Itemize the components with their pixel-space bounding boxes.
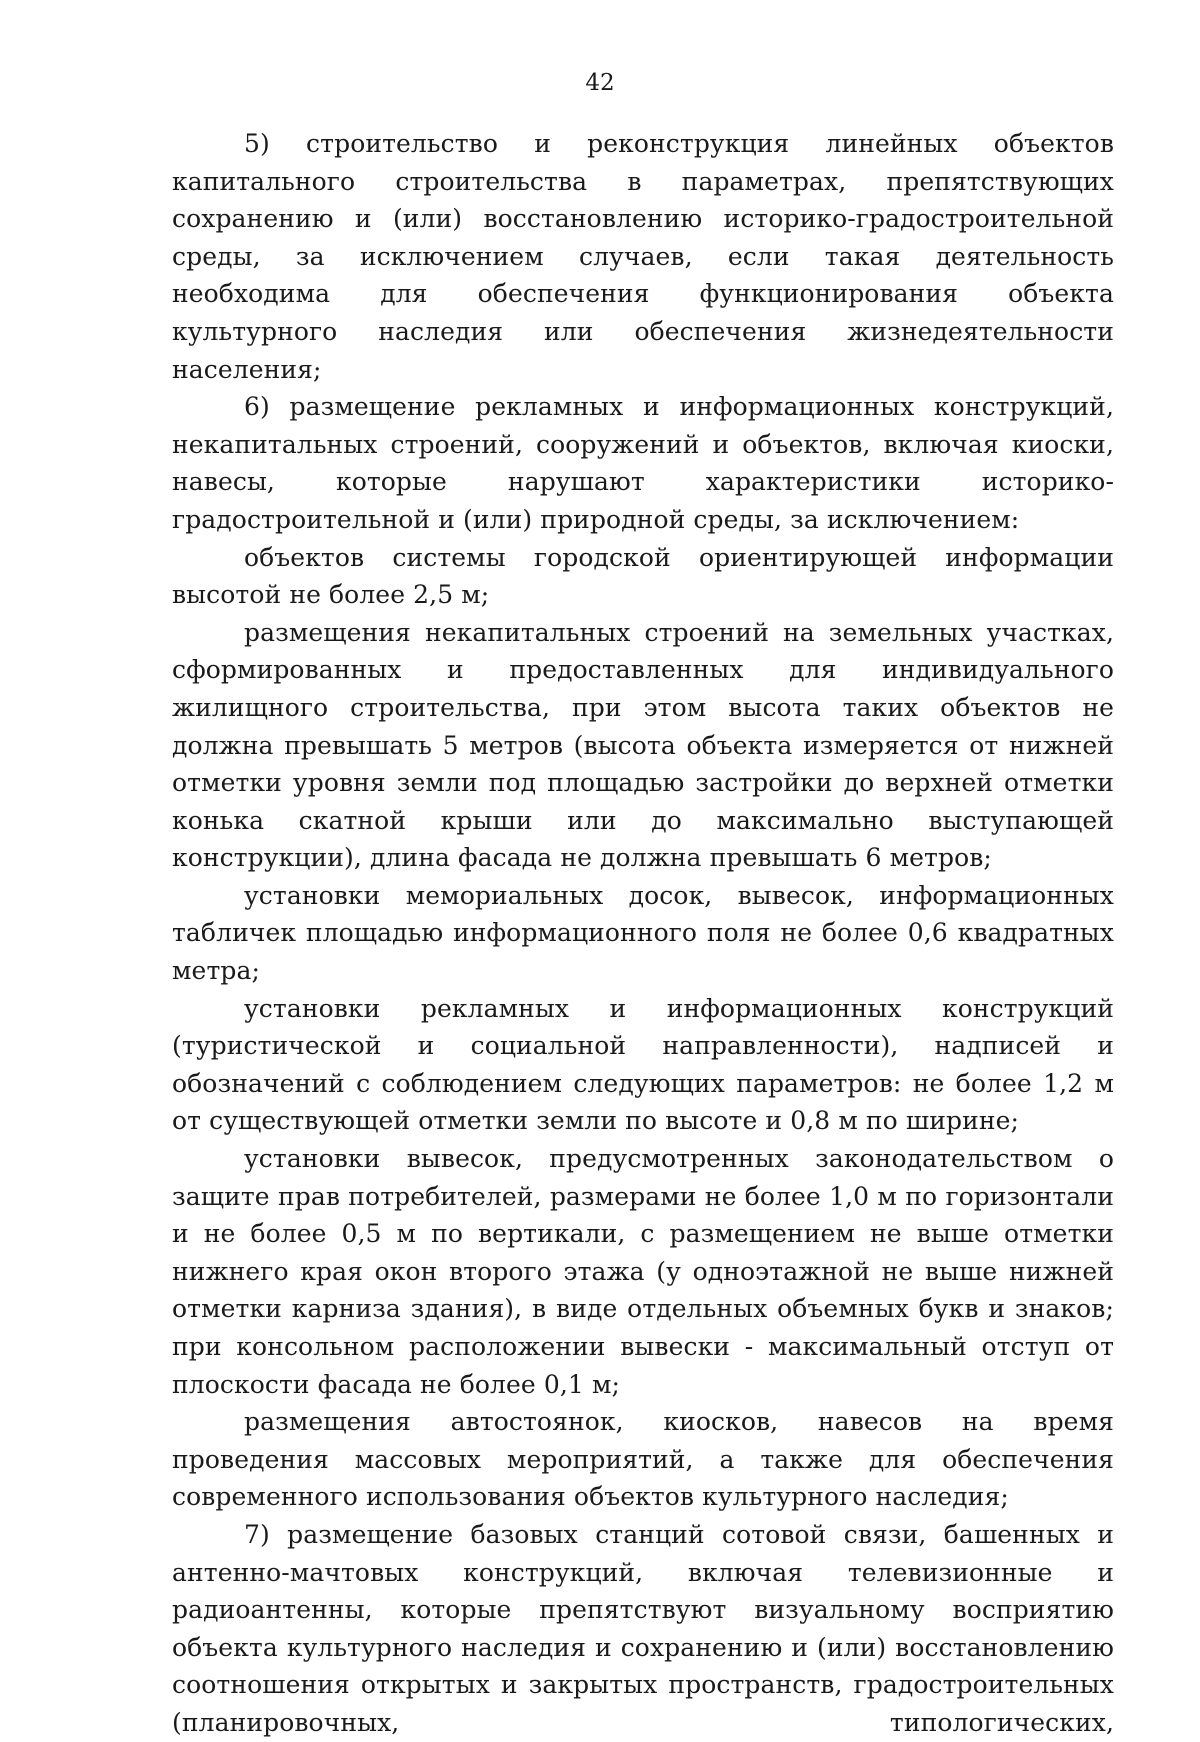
page-number: 42 <box>585 70 615 96</box>
paragraph-item-6: 6) размещение рекламных и информационных конструкций, некапитальных строений, сооружений и объектов, включая киоски, навесы, которые нарушают характеристики историко-градостроительной и (или) природной среды, за исключением: <box>172 392 1114 534</box>
paragraph-exception-plaques: установки мемориальных досок, вывесок, информационных табличек площадью информационного поля не более 0,6 квадратных метра; <box>172 880 1114 986</box>
document-body <box>172 125 1114 1742</box>
paragraph-exception-parking: размещения автостоянок, киосков, навесов на время проведения массовых мероприятий, а также для обеспечения современного использования объектов культурного наследия; <box>172 1407 1114 1512</box>
paragraph-exception-consumer-signs: установки вывесок, предусмотренных законодательством о защите прав потребителей, размерами не более 1,0 м по горизонтали и не более 0,5 м по вертикали, с размещением не выше отметки нижнего края окон второго этажа (у одноэтажной не выше нижней отметки карниза здания), в виде отдельных объемных букв и знаков; при консольном расположении вывески - максимальный отступ от плоскости фасада не более 0,1 м; <box>172 1144 1114 1399</box>
paragraph-exception-signage: объектов системы городской ориентирующей информации высотой не более 2,5 м; <box>172 542 1114 610</box>
paragraph-item-5: 5) строительство и реконструкция линейных объектов капитального строительства в параметрах, препятствующих сохранению и (или) восстановлению историко-градостроительной среды, за исключением случаев, если такая деятельность необходима для обеспечения функционирования объекта культурного наследия или обеспечения жизнедеятельности населения; <box>172 129 1114 384</box>
paragraph-exception-structures: размещения некапитальных строений на земельных участках, сформированных и предоставленных для индивидуального жилищного строительства, при этом высота таких объектов не должна превышать 5 метров (высота объекта измеряется от нижней отметки уровня земли под площадью застройки до верхней отметки конька скатной крыши или до максимально выступающей конструкции), длина фасада не должна превышать 6 метров; <box>172 617 1114 873</box>
paragraph-exception-advertising: установки рекламных и информационных конструкций (туристической и социальной направленности), надписей и обозначений с соблюдением следующих параметров: не более 1,2 м от существующей отметки земли по высоте и 0,8 м по ширине; <box>172 993 1114 1136</box>
paragraph-item-7: 7) размещение базовых станций сотовой связи, башенных и антенно-мачтовых конструкций, включая телевизионные и радиоантенны, которые препятствуют визуальному восприятию объекта культурного наследия и сохранению и (или) восстановлению соотношения открытых и закрытых пространств, градостроительных (планировочных, типологических, <box>172 1519 1114 1737</box>
